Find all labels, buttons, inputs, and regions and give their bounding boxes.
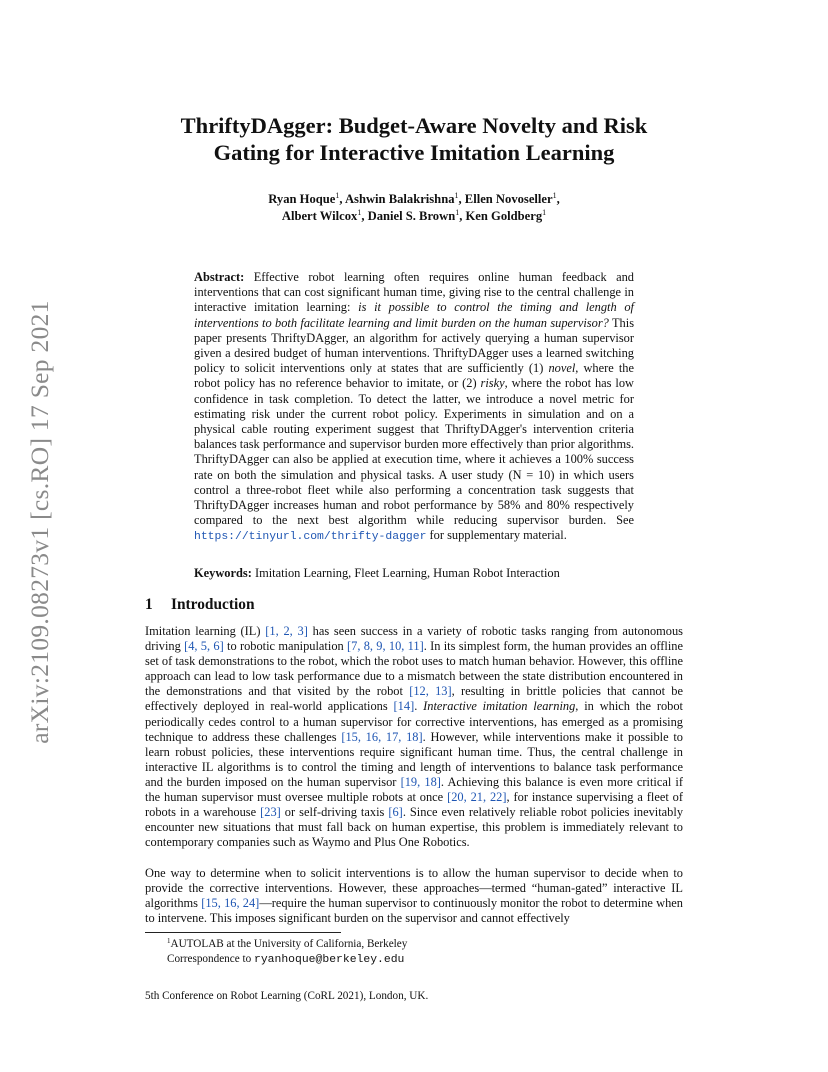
author-name: Ken Goldberg bbox=[465, 209, 543, 223]
abstract-question: is it possible to control the timing and length of interventions to both facilitate learning and limit burden on the human supervisor? bbox=[194, 300, 634, 330]
section-heading bbox=[145, 596, 255, 614]
body-text: to robotic manipulation bbox=[227, 639, 344, 654]
author-name: Ashwin Balakrishna bbox=[344, 192, 455, 206]
abstract-text: Effective robot learning often requires online human feedback and interventions that can cost significant human time, giving rise to the central challenge in interactive imitation learning: bbox=[194, 270, 634, 315]
citation-link[interactable]: [15, 16, 24] bbox=[201, 896, 260, 911]
body-text: —require the human supervisor to continuously monitor the robot to determine when to intervene. This imposes significant burden on the supervisor and cannot effectively bbox=[145, 896, 683, 926]
affiliation-mark: 1 bbox=[542, 208, 547, 217]
emphasis-text: Interactive imitation learning bbox=[423, 699, 576, 714]
arxiv-stamp-text: arXiv:2109.08273v1 [cs.RO] 17 Sep 2021 bbox=[25, 300, 54, 744]
body-text: , in which the robot periodically cedes control to a human supervisor for corrective interventions, has emerged as a promising technique to address these challenges bbox=[145, 699, 683, 744]
footnote-correspondence bbox=[167, 952, 407, 968]
author-list bbox=[130, 191, 698, 225]
author-name: Ryan Hoque bbox=[268, 192, 336, 206]
citation-link[interactable]: [4, 5, 6] bbox=[184, 639, 224, 654]
body-text: Imitation learning (IL) bbox=[145, 624, 261, 638]
citation-link[interactable]: [1, 2, 3] bbox=[265, 624, 308, 638]
author-name: Ellen Novoseller bbox=[464, 192, 553, 206]
paper-title bbox=[130, 112, 698, 166]
arxiv-identifier bbox=[22, 272, 58, 772]
body-text: has seen success in a variety of robotic tasks ranging from autonomous driving bbox=[145, 624, 684, 654]
citation-link[interactable]: [7, 8, 9, 10, 11] bbox=[347, 639, 424, 654]
keywords bbox=[194, 566, 634, 581]
affiliation-mark: 1 bbox=[455, 208, 460, 217]
keywords-label: Keywords: bbox=[194, 566, 252, 580]
title-line-1: ThriftyDAgger: Budget-Aware Novelty and Risk bbox=[180, 113, 648, 138]
abstract-text: This paper presents ThriftyDAgger, an algorithm for actively querying a human supervisor given a desired budget of human interventions. ThriftyDAgger uses a learned switching policy to solicit interventions only at states that are sufficiently (1) bbox=[194, 315, 635, 376]
affiliation-mark: 1 bbox=[335, 191, 340, 200]
section-number: 1 bbox=[145, 596, 153, 613]
abstract-risky: risky bbox=[480, 376, 505, 391]
body-text: . However, while interventions make it possible to learn robust policies, these interventions require significant human time. Thus, the central challenge in interactive IL algorithms is to control the timing and length of interventions to balance task performance and the burden imposed on the human supervisor bbox=[145, 729, 683, 789]
affiliation-mark: 1 bbox=[454, 191, 459, 200]
footnote-mark: 1 bbox=[167, 937, 171, 945]
citation-link[interactable]: [19, 18] bbox=[400, 774, 441, 789]
title-line-2: Gating for Interactive Imitation Learning bbox=[213, 140, 615, 165]
author-name: Daniel S. Brown bbox=[367, 209, 456, 223]
affiliation-mark: 1 bbox=[357, 208, 362, 217]
body-text: . bbox=[414, 699, 418, 714]
author-line-1: Ryan Hoque$^1$, Ashwin Balakrishna$^1$, Ellen Novoseller$^1$, bbox=[268, 191, 560, 206]
footnote bbox=[167, 937, 407, 968]
author-line-2: Albert Wilcox$^1$, Daniel S. Brown$^1$, Ken Goldberg$^1$ bbox=[281, 208, 547, 223]
abstract-text: , where the robot policy has no reference behavior to imitate, or (2) bbox=[194, 361, 634, 391]
intro-paragraph-1 bbox=[145, 624, 683, 850]
affiliation-mark: 1 bbox=[552, 191, 557, 200]
abstract-novel: novel bbox=[548, 361, 576, 376]
body-text: , resulting in brittle policies that cannot be effectively deployed in real-world applications bbox=[145, 684, 684, 714]
body-text: , for instance supervising a fleet of robots in a warehouse bbox=[145, 790, 683, 820]
author-name: Albert Wilcox bbox=[281, 209, 358, 223]
body-text: . Achieving this balance is even more critical if the human supervisor must oversee multiple robots at once bbox=[145, 774, 684, 805]
citation-link[interactable]: [23] bbox=[260, 805, 281, 820]
citation-link[interactable]: [20, 21, 22] bbox=[447, 790, 507, 805]
keywords-text: Imitation Learning, Fleet Learning, Human Robot Interaction bbox=[254, 566, 560, 580]
citation-link[interactable]: [6] bbox=[388, 805, 403, 820]
affiliation-text: AUTOLAB at the University of California, Berkeley bbox=[170, 938, 408, 950]
correspondence-label: Correspondence to bbox=[167, 953, 252, 965]
body-text: or self-driving taxis bbox=[284, 805, 385, 820]
body-text: . In its simplest form, the human provides an offline set of task demonstrations to the robot, which the robot uses to match human behavior. However, this offline approach can lead to low task performance due to a mismatch between the state distribution encountered in the demonstrations and that visited by the robot bbox=[145, 639, 683, 699]
citation-link[interactable]: [12, 13] bbox=[409, 684, 452, 699]
intro-paragraph-2 bbox=[145, 866, 683, 926]
citation-link[interactable]: [15, 16, 17, 18] bbox=[341, 729, 423, 744]
venue-footer: 5th Conference on Robot Learning (CoRL 2021), London, UK. bbox=[145, 990, 429, 1002]
footnote-rule bbox=[145, 932, 341, 933]
body-text: . Since even relatively reliable robot policies inevitably encounter new situations that must fall back on human expertise, this problem is immediately relevant to contemporary companies such as Waymo and Plus One Robotics. bbox=[145, 805, 684, 850]
abstract-text: , where the robot has low confidence in task completion. To detect the latter, we introduce a novel metric for estimating risk under the current robot policy. Experiments in simulation and on a physical cable routing experiment suggest that ThriftyDAgger's intervention criteria balances task performance and supervisor burden more effectively than prior algorithms. ThriftyDAgger can also be applied at execution time, where it achieves a 100% success rate on both the simulation and physical tasks. A user study (N = 10) in which users control a three-robot fleet while also performing a concentration task suggests that ThriftyDAgger increases human and robot performance by 58% and 80% respectively compared to the next best algorithm while reducing supervisor burden. See bbox=[194, 376, 634, 528]
citation-link[interactable]: [14] bbox=[393, 699, 415, 714]
abstract-label: Abstract: bbox=[194, 270, 245, 284]
abstract bbox=[194, 270, 634, 546]
body-text: One way to determine when to solicit interventions is to allow the human supervisor to decide when to provide the corrective interventions. However, these approaches—termed “human-gated” interactive IL algorithms bbox=[145, 866, 683, 911]
footnote-affiliation bbox=[167, 937, 407, 952]
section-title: Introduction bbox=[171, 596, 255, 613]
supplementary-link[interactable]: https://tinyurl.com/thrifty-dagger bbox=[194, 531, 427, 544]
abstract-text: for supplementary material. bbox=[429, 528, 567, 543]
correspondence-email[interactable]: ryanhoque@berkeley.edu bbox=[254, 954, 405, 966]
